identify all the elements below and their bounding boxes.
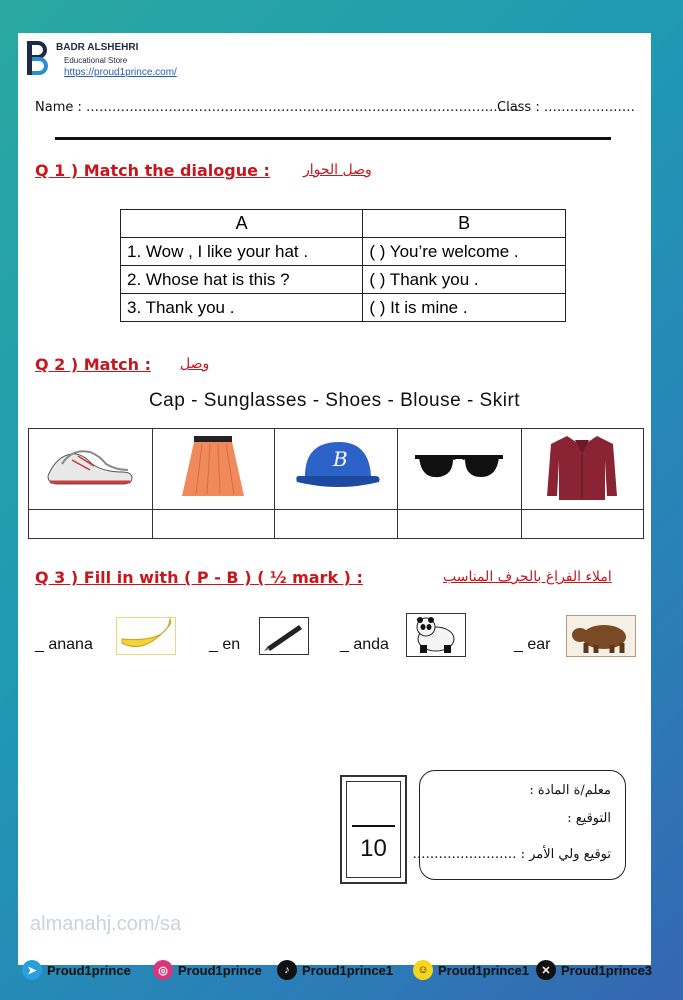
telegram-handle: Proud1prince <box>47 962 131 978</box>
picture-cell <box>29 429 153 510</box>
brand-name: BADR ALSHEHRI <box>56 42 139 53</box>
column-a-header: A <box>121 210 363 238</box>
name-field[interactable]: Name : ………………………………………………………………………………………. <box>35 100 520 115</box>
answer-cell[interactable] <box>398 510 522 539</box>
word-bank: Cap - Sunglasses - Shoes - Blouse - Skirt <box>148 390 521 411</box>
blouse-icon <box>545 432 619 502</box>
dialogue-a: 3. Thank you . <box>121 294 363 322</box>
social-footer <box>0 952 683 992</box>
fill-item-bear[interactable]: _ ear <box>514 636 551 653</box>
signature-box <box>412 770 626 880</box>
q2-title-arabic: وصل <box>180 356 210 372</box>
svg-text:B: B <box>332 447 348 471</box>
q1-title: Q 1 ) Match the dialogue : <box>35 161 270 180</box>
teacher-label: معلم/ة المادة : <box>529 783 611 798</box>
class-field[interactable]: Class : ………………… <box>497 100 635 115</box>
dialogue-b[interactable]: ( ) It is mine . <box>363 294 566 322</box>
cap-icon <box>291 436 381 498</box>
parent-signature-field[interactable]: توقيع ولي الأمر : …………………… <box>412 847 611 862</box>
pen-icon <box>259 617 309 655</box>
brand-subtitle: Educational Store <box>64 56 128 65</box>
dialogue-a: 1. Wow , I like your hat . <box>121 238 363 266</box>
picture-cell <box>152 429 274 510</box>
skirt-icon <box>178 434 248 500</box>
watermark: almanahj.com/sa <box>30 913 182 935</box>
dialogue-b[interactable]: ( ) You’re welcome . <box>363 238 566 266</box>
x-handle: Proud1prince3 <box>561 962 653 978</box>
snapchat-link[interactable] <box>413 960 529 980</box>
tiktok-icon: ♪ <box>277 960 297 980</box>
worksheet-page <box>18 33 651 965</box>
instagram-icon: ◎ <box>153 960 173 980</box>
answer-cell[interactable] <box>29 510 153 539</box>
x-link[interactable] <box>536 960 652 980</box>
snapchat-handle: Proud1prince1 <box>438 962 530 978</box>
score-box <box>340 775 407 884</box>
q3-title: Q 3 ) Fill in with ( P - B ) ( ½ mark ) : <box>35 568 363 587</box>
answer-cell[interactable] <box>521 510 643 539</box>
dialogue-table <box>120 209 566 322</box>
brand-url-link[interactable]: https://proud1prince.com/ <box>64 67 177 78</box>
snapchat-icon: ☺ <box>413 960 433 980</box>
picture-match-table <box>28 428 644 539</box>
fill-item-panda[interactable]: _ anda <box>340 636 389 653</box>
table-row <box>121 238 566 266</box>
fill-item-banana[interactable]: _ anana <box>35 636 93 653</box>
answer-cell[interactable] <box>274 510 397 539</box>
instagram-handle: Proud1prince <box>178 962 262 978</box>
q3-title-arabic: املاء الفراغ بالحرف المناسب <box>443 569 612 585</box>
tiktok-link[interactable] <box>277 960 393 980</box>
q2-title: Q 2 ) Match : <box>35 355 151 374</box>
header-divider <box>55 137 611 140</box>
fill-item-pen[interactable]: _ en <box>209 636 241 653</box>
bear-icon <box>566 615 636 657</box>
x-icon: ✕ <box>536 960 556 980</box>
dialogue-b[interactable]: ( ) Thank you . <box>363 266 566 294</box>
picture-cell <box>274 429 397 510</box>
table-row <box>121 266 566 294</box>
shoes-icon <box>42 436 138 498</box>
telegram-icon: ➤ <box>22 960 42 980</box>
brand-logo-icon <box>26 39 52 77</box>
sunglasses-icon <box>411 447 507 487</box>
instagram-link[interactable] <box>153 960 262 980</box>
banana-icon <box>116 617 176 655</box>
score-total: 10 <box>360 835 387 862</box>
picture-cell <box>521 429 643 510</box>
q1-title-arabic: وصل الحوار <box>303 162 372 178</box>
dialogue-a: 2. Whose hat is this ? <box>121 266 363 294</box>
answer-cell[interactable] <box>152 510 274 539</box>
table-row <box>121 294 566 322</box>
signature-label: التوقيع : <box>567 811 611 826</box>
telegram-link[interactable] <box>22 960 131 980</box>
column-b-header: B <box>363 210 566 238</box>
picture-cell <box>398 429 522 510</box>
panda-icon <box>406 613 466 657</box>
tiktok-handle: Proud1prince1 <box>302 962 394 978</box>
